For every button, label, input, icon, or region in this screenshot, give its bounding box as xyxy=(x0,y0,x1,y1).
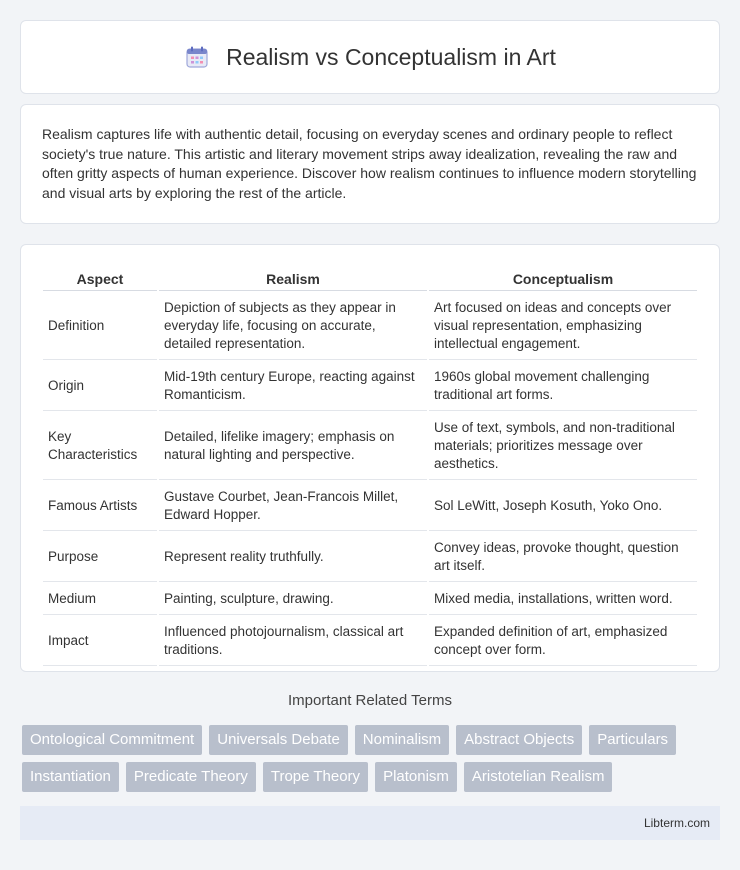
row-aspect: Origin xyxy=(43,362,157,411)
row-realism: Represent reality truthfully. xyxy=(159,533,427,582)
header-aspect: Aspect xyxy=(43,267,157,291)
related-terms-title: Important Related Terms xyxy=(288,692,452,709)
row-aspect: Purpose xyxy=(43,533,157,582)
calendar-icon xyxy=(184,44,210,70)
table-row xyxy=(43,482,697,531)
row-aspect: Definition xyxy=(43,293,157,360)
footer xyxy=(20,806,720,840)
related-tags xyxy=(22,725,722,792)
table-row xyxy=(43,617,697,666)
row-aspect: Famous Artists xyxy=(43,482,157,531)
footer-site-link[interactable]: Libterm.com xyxy=(643,816,710,830)
row-realism: Influenced photojournalism, classical art traditions. xyxy=(159,617,427,666)
table-header-row xyxy=(43,267,697,291)
row-realism: Gustave Courbet, Jean-Francois Millet, Edward Hopper. xyxy=(159,482,427,531)
page-title: Realism vs Conceptualism in Art xyxy=(226,43,556,70)
comparison-table xyxy=(41,265,699,668)
comparison-card xyxy=(20,244,720,672)
row-aspect: Medium xyxy=(43,584,157,615)
row-conceptualism: Convey ideas, provoke thought, question art itself. xyxy=(429,533,697,582)
header-conceptualism: Conceptualism xyxy=(429,267,697,291)
row-conceptualism: Expanded definition of art, emphasized concept over form. xyxy=(429,617,697,666)
table-row xyxy=(43,293,697,360)
table-row xyxy=(43,413,697,480)
tag-universals-debate[interactable]: Universals Debate xyxy=(209,725,348,755)
tag-trope-theory[interactable]: Trope Theory xyxy=(263,762,368,792)
intro-text: Realism captures life with authentic detail, focusing on everyday scenes and ordinary people to reflect society's true nature. This artistic and literary movement strips away idealization, revealing the raw and often gritty aspects of human experience. Discover how realism continues to influence modern storytelling and visual arts by exploring the rest of the article. xyxy=(42,126,697,201)
table-row xyxy=(43,533,697,582)
tag-nominalism[interactable]: Nominalism xyxy=(355,725,449,755)
row-conceptualism: 1960s global movement challenging traditional art forms. xyxy=(429,362,697,411)
tag-platonism[interactable]: Platonism xyxy=(375,762,457,792)
tag-ontological-commitment[interactable]: Ontological Commitment xyxy=(22,725,202,755)
tag-predicate-theory[interactable]: Predicate Theory xyxy=(126,762,256,792)
row-realism: Detailed, lifelike imagery; emphasis on natural lighting and perspective. xyxy=(159,413,427,480)
tag-particulars[interactable]: Particulars xyxy=(589,725,676,755)
intro-card xyxy=(20,104,720,224)
row-realism: Mid-19th century Europe, reacting against Romanticism. xyxy=(159,362,427,411)
tag-abstract-objects[interactable]: Abstract Objects xyxy=(456,725,582,755)
table-row xyxy=(43,584,697,615)
row-conceptualism: Mixed media, installations, written word. xyxy=(429,584,697,615)
row-realism: Painting, sculpture, drawing. xyxy=(159,584,427,615)
row-aspect: Key Characteristics xyxy=(43,413,157,480)
tag-aristotelian-realism[interactable]: Aristotelian Realism xyxy=(464,762,613,792)
row-aspect: Impact xyxy=(43,617,157,666)
tag-instantiation[interactable]: Instantiation xyxy=(22,762,119,792)
header-card xyxy=(20,20,720,94)
row-realism: Depiction of subjects as they appear in everyday life, focusing on accurate, detailed representation. xyxy=(159,293,427,360)
row-conceptualism: Sol LeWitt, Joseph Kosuth, Yoko Ono. xyxy=(429,482,697,531)
table-row xyxy=(43,362,697,411)
row-conceptualism: Art focused on ideas and concepts over visual representation, emphasizing intellectual engagement. xyxy=(429,293,697,360)
header-realism: Realism xyxy=(159,267,427,291)
row-conceptualism: Use of text, symbols, and non-traditional materials; prioritizes message over aesthetics. xyxy=(429,413,697,480)
